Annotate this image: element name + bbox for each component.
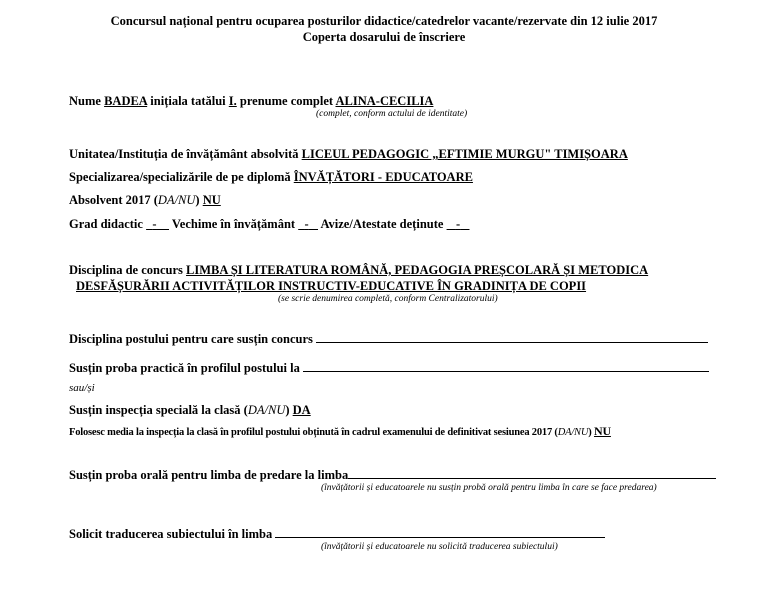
disciplina-label: Disciplina de concurs	[69, 263, 183, 277]
proba-orala-blank	[348, 467, 716, 479]
absolvent-label: Absolvent 2017	[69, 193, 151, 207]
unitatea-label: Unitatea/Instituția de învățământ absolvită	[69, 147, 299, 161]
prenume-label: prenume complet	[239, 94, 334, 108]
media-label: Folosesc media la inspecția la clasă în profilul postului obținută în cadrul examenului de definitivat sesiunea 2017	[69, 427, 552, 438]
proba-practica-line	[69, 360, 709, 375]
disciplina-postului-label: Disciplina postului pentru care susțin concurs	[69, 332, 313, 346]
prenume-value: ALINA-CECILIA	[335, 94, 434, 108]
disciplina-postului-line	[69, 331, 708, 346]
absolvent-hint: DA/NU	[157, 193, 196, 207]
proba-practica-blank	[303, 360, 709, 372]
header-title: Concursul național pentru ocuparea posturilor didactice/catedrelor vacante/rezervate din 12 iulie 2017	[110, 14, 658, 28]
avize-label: Avize/Atestate deținute	[320, 217, 444, 231]
disciplina-value-1: LIMBA ȘI LITERATURA ROMÂNĂ, PEDAGOGIA PREȘCOLARĂ ȘI METODICA	[186, 263, 649, 277]
proba-practica-label: Susțin proba practică în profilul postului la	[69, 361, 300, 375]
disciplina-value-2: DESFĂȘURĂRII ACTIVITĂȚILOR INSTRUCTIV-EDUCATIVE ÎN GRADINIȚA DE COPII	[76, 279, 587, 293]
traducere-blank	[275, 526, 605, 538]
grad-line	[69, 217, 469, 231]
initiala-label: inițiala tatălui	[150, 94, 226, 108]
header-subtitle: Coperta dosarului de înscriere	[302, 30, 466, 44]
specializare-value: ÎNVĂȚĂTORI - EDUCATOARE	[293, 170, 473, 184]
vechime-value: -	[304, 217, 309, 231]
name-note: (complet, conform actului de identitate)	[316, 109, 468, 119]
absolvent-value: NU	[202, 193, 221, 207]
inspectia-hint: DA/NU	[247, 403, 286, 417]
disciplina-note: (se scrie denumirea completă, conform Centralizatorului)	[278, 294, 498, 304]
proba-orala-note: (învățătorii și educatoarele nu susțin probă orală pentru limba în care se face predarea)	[321, 483, 657, 493]
specializare-label: Specializarea/specializările de pe diplomă	[69, 170, 291, 184]
media-line: Folosesc media la inspecția la clasă în profilul postului obținută în cadrul examenului de definitivat sesiunea 2017 (DA/NU) NU	[69, 424, 611, 438]
proba-orala-label: Susțin proba orală pentru limba de predare la limba	[69, 468, 349, 482]
inspectia-label: Susțin inspecția specială la clasă	[69, 403, 241, 417]
sau-si-text: sau/și	[69, 382, 95, 394]
unitatea-value: LICEUL PEDAGOGIC „EFTIMIE MURGU" TIMIȘOARA	[301, 147, 628, 161]
media-value: NU	[593, 424, 611, 438]
avize-value: -	[455, 217, 461, 231]
grad-value: -	[152, 217, 157, 231]
proba-orala-line	[69, 467, 716, 482]
nume-label: Nume	[69, 94, 101, 108]
name-line	[69, 94, 433, 108]
grad-label: Grad didactic	[69, 217, 143, 231]
initiala-value: I.	[228, 94, 237, 108]
absolvent-line: Absolvent 2017 (DA/NU) NU	[69, 193, 221, 207]
vechime-label: Vechime în învățământ	[171, 217, 296, 231]
inspectia-line: Susțin inspecția specială la clasă (DA/NU) DA	[69, 403, 311, 417]
media-hint: DA/NU	[557, 427, 589, 438]
unitatea-line	[69, 147, 628, 161]
nume-value: BADEA	[104, 94, 148, 108]
traducere-note: (învățătorii și educatoarele nu solicită traducerea subiectului)	[321, 542, 558, 552]
specializare-line	[69, 170, 473, 184]
traducere-label: Solicit traducerea subiectului în limba	[69, 527, 273, 541]
traducere-line	[69, 526, 605, 541]
inspectia-value: DA	[292, 403, 311, 417]
disciplina-postului-blank	[316, 331, 708, 343]
disciplina-line1	[69, 263, 749, 277]
